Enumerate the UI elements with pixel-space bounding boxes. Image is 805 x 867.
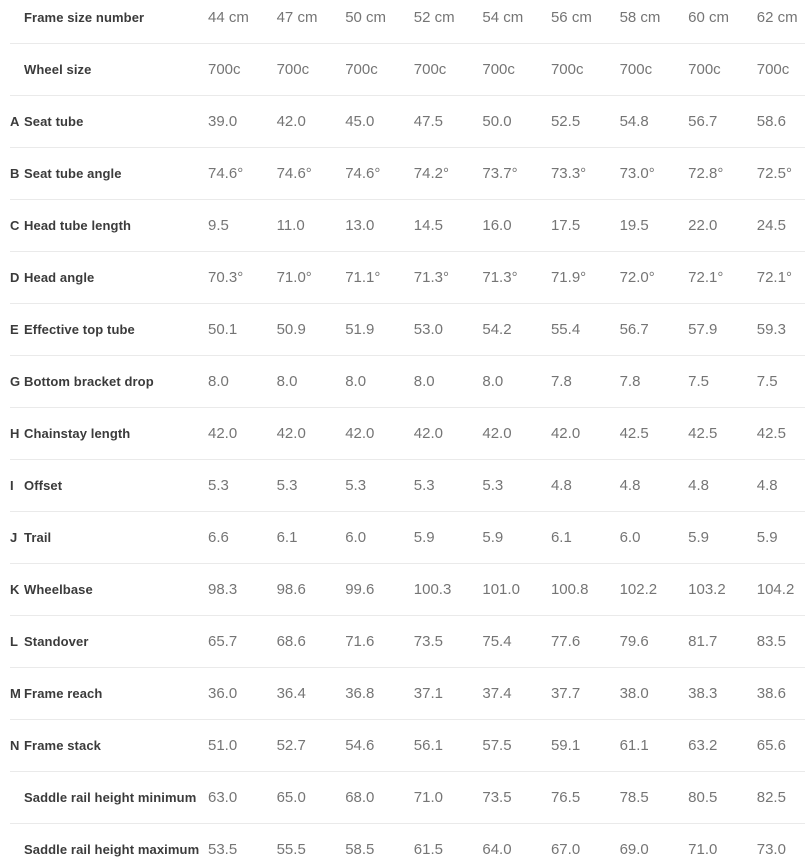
cell-value: 4.8 [550,476,572,494]
cell-value: 700c [756,60,790,78]
cell-value: 73.5 [482,788,512,806]
cell-value: 47.5 [413,112,443,130]
cell-value: 51.0 [208,736,238,754]
row-label: Effective top tube [24,321,135,337]
table-row [10,460,805,512]
cell-value: 42.0 [276,424,306,442]
cell-value: 5.3 [345,476,367,494]
cell-value: 54.8 [619,112,649,130]
column-header: 47 cm [276,8,318,26]
row-label: Seat tube [24,113,84,129]
cell-value: 59.3 [756,320,786,338]
cell-value: 53.5 [208,841,238,858]
cell-value: 83.5 [756,632,786,650]
cell-value: 53.0 [413,320,443,338]
cell-value: 68.0 [345,788,375,806]
row-label: Head angle [24,269,95,285]
cell-value: 104.2 [756,580,795,598]
table-row [10,356,805,408]
cell-value: 100.3 [413,580,452,598]
cell-value: 700c [482,60,515,78]
cell-value: 73.5 [413,632,443,650]
cell-value: 55.5 [276,841,306,858]
cell-value: 56.7 [688,112,718,130]
cell-value: 50.9 [276,320,306,338]
cell-value: 80.5 [688,788,718,806]
cell-value: 98.6 [276,580,306,598]
cell-value: 50.0 [482,112,512,130]
cell-value: 5.9 [413,528,435,546]
cell-value: 700c [276,60,310,78]
cell-value: 700c [688,60,721,78]
cell-value: 5.3 [276,476,298,494]
cell-value: 101.0 [482,580,520,598]
cell-value: 700c [208,60,241,78]
cell-value: 38.0 [619,684,649,702]
row-label: Frame reach [24,685,103,701]
cell-value: 99.6 [345,580,375,598]
row-letter: L [10,634,18,649]
cell-value: 64.0 [482,841,512,858]
table-row [10,252,805,304]
cell-value: 74.6° [276,164,312,182]
cell-value: 17.5 [550,216,581,234]
column-header: 52 cm [413,8,455,26]
cell-value: 57.5 [482,736,512,754]
cell-value: 6.1 [550,528,572,546]
row-label: Saddle rail height minimum [24,789,197,805]
column-header: 60 cm [688,8,730,26]
cell-value: 38.6 [756,684,786,702]
table-row [10,44,805,96]
row-label: Wheelbase [24,581,93,597]
cell-value: 42.5 [619,424,649,442]
cell-value: 45.0 [345,112,375,130]
cell-value: 38.3 [688,684,718,702]
table-row [10,824,805,867]
cell-value: 57.9 [688,320,718,338]
cell-value: 8.0 [413,372,435,390]
table-row [10,512,805,564]
cell-value: 700c [413,60,447,78]
cell-value: 71.0 [688,841,718,858]
table-row [10,304,805,356]
cell-value: 4.8 [619,476,641,494]
row-letter: G [10,374,21,389]
cell-value: 72.5° [756,164,792,182]
cell-value: 8.0 [276,372,298,390]
column-header: 44 cm [208,8,249,26]
cell-value: 5.9 [756,528,778,546]
cell-value: 65.7 [208,632,238,650]
cell-value: 69.0 [619,841,649,858]
cell-value: 70.3° [208,268,244,286]
cell-value: 42.0 [482,424,512,442]
row-label: Head tube length [24,217,132,233]
cell-value: 59.1 [550,736,581,754]
row-letter: A [10,114,20,129]
cell-value: 72.1° [756,268,792,286]
row-label: Trail [24,529,52,545]
cell-value: 72.1° [688,268,724,286]
cell-value: 14.5 [413,216,443,234]
cell-value: 8.0 [208,372,229,390]
cell-value: 42.5 [688,424,718,442]
cell-value: 74.6° [208,164,244,182]
cell-value: 7.8 [550,372,572,390]
column-header: 50 cm [345,8,387,26]
cell-value: 11.0 [276,216,305,234]
cell-value: 58.5 [345,841,375,858]
cell-value: 71.0 [413,788,443,806]
cell-value: 72.8° [688,164,724,182]
cell-value: 67.0 [550,841,581,858]
column-header: 56 cm [550,8,592,26]
cell-value: 78.5 [619,788,649,806]
cell-value: 42.0 [413,424,443,442]
cell-value: 19.5 [619,216,649,234]
cell-value: 68.6 [276,632,306,650]
cell-value: 77.6 [550,632,581,650]
cell-value: 73.0 [756,841,786,858]
cell-value: 58.6 [756,112,786,130]
cell-value: 700c [550,60,584,78]
cell-value: 82.5 [756,788,786,806]
cell-value: 8.0 [482,372,504,390]
cell-value: 81.7 [688,632,718,650]
cell-value: 98.3 [208,580,238,598]
cell-value: 73.0° [619,164,655,182]
cell-value: 16.0 [482,216,512,234]
cell-value: 74.2° [413,164,449,182]
column-header: 58 cm [619,8,661,26]
cell-value: 72.0° [619,268,655,286]
cell-value: 56.1 [413,736,443,754]
row-letter: H [10,426,20,441]
cell-value: 65.6 [756,736,786,754]
cell-value: 71.1° [345,268,381,286]
cell-value: 54.6 [345,736,375,754]
cell-value: 55.4 [550,320,581,338]
cell-value: 42.0 [345,424,375,442]
cell-value: 700c [619,60,653,78]
cell-value: 5.3 [413,476,435,494]
table-row [10,616,805,668]
cell-value: 73.3° [550,164,587,182]
cell-value: 37.1 [413,684,443,702]
cell-value: 71.3° [413,268,449,286]
row-letter: C [10,218,20,233]
row-letter: D [10,270,20,285]
cell-value: 42.5 [756,424,786,442]
table-row [10,720,805,772]
row-letter: I [10,478,14,493]
cell-value: 76.5 [550,788,581,806]
cell-value: 5.3 [482,476,504,494]
cell-value: 65.0 [276,788,306,806]
cell-value: 52.7 [276,736,306,754]
table-row [10,564,805,616]
cell-value: 5.3 [208,476,229,494]
table-row [10,148,805,200]
row-label: Wheel size [24,61,92,77]
cell-value: 6.6 [208,528,229,546]
cell-value: 6.0 [345,528,367,546]
row-label: Standover [24,633,89,649]
row-letter: B [10,166,20,181]
row-label: Seat tube angle [24,165,122,181]
table-row [10,668,805,720]
row-letter: J [10,530,18,545]
cell-value: 6.0 [619,528,641,546]
cell-value: 56.7 [619,320,649,338]
cell-value: 54.2 [482,320,512,338]
cell-value: 63.2 [688,736,718,754]
cell-value: 6.1 [276,528,298,546]
cell-value: 700c [345,60,378,78]
header-row [10,0,805,44]
row-label: Saddle rail height maximum [24,842,200,858]
cell-value: 13.0 [345,216,375,234]
row-label: Offset [24,477,63,493]
cell-value: 7.5 [756,372,778,390]
cell-value: 100.8 [550,580,589,598]
cell-value: 24.5 [756,216,786,234]
cell-value: 36.0 [208,684,238,702]
table-row [10,772,805,824]
row-letter: E [10,322,19,337]
row-letter: M [10,686,21,701]
cell-value: 71.0° [276,268,312,286]
cell-value: 8.0 [345,372,367,390]
cell-value: 9.5 [208,216,229,234]
row-label: Chainstay length [24,425,131,441]
table-row [10,200,805,252]
cell-value: 63.0 [208,788,238,806]
cell-value: 4.8 [688,476,710,494]
cell-value: 5.9 [482,528,504,546]
cell-value: 75.4 [482,632,512,650]
cell-value: 71.9° [550,268,587,286]
column-header: 54 cm [482,8,524,26]
cell-value: 39.0 [208,112,238,130]
row-label: Frame size number [24,9,145,25]
row-letter: N [10,738,20,753]
cell-value: 71.3° [482,268,518,286]
table-row [10,96,805,148]
row-letter: K [10,582,20,597]
cell-value: 103.2 [688,580,726,598]
cell-value: 74.6° [345,164,381,182]
cell-value: 73.7° [482,164,518,182]
cell-value: 102.2 [619,580,658,598]
cell-value: 22.0 [688,216,718,234]
cell-value: 36.8 [345,684,375,702]
cell-value: 5.9 [688,528,710,546]
cell-value: 7.5 [688,372,710,390]
cell-value: 7.8 [619,372,641,390]
cell-value: 42.0 [208,424,238,442]
row-label: Frame stack [24,737,101,753]
cell-value: 42.0 [276,112,306,130]
cell-value: 37.4 [482,684,512,702]
cell-value: 51.9 [345,320,375,338]
row-label: Bottom bracket drop [24,373,154,389]
cell-value: 61.5 [413,841,443,858]
column-header: 62 cm [756,8,798,26]
cell-value: 61.1 [619,736,649,754]
table-row [10,408,805,460]
cell-value: 36.4 [276,684,306,702]
cell-value: 50.1 [208,320,238,338]
cell-value: 52.5 [550,112,581,130]
cell-value: 79.6 [619,632,649,650]
cell-value: 4.8 [756,476,778,494]
cell-value: 71.6 [345,632,375,650]
cell-value: 37.7 [550,684,581,702]
cell-value: 42.0 [550,424,581,442]
